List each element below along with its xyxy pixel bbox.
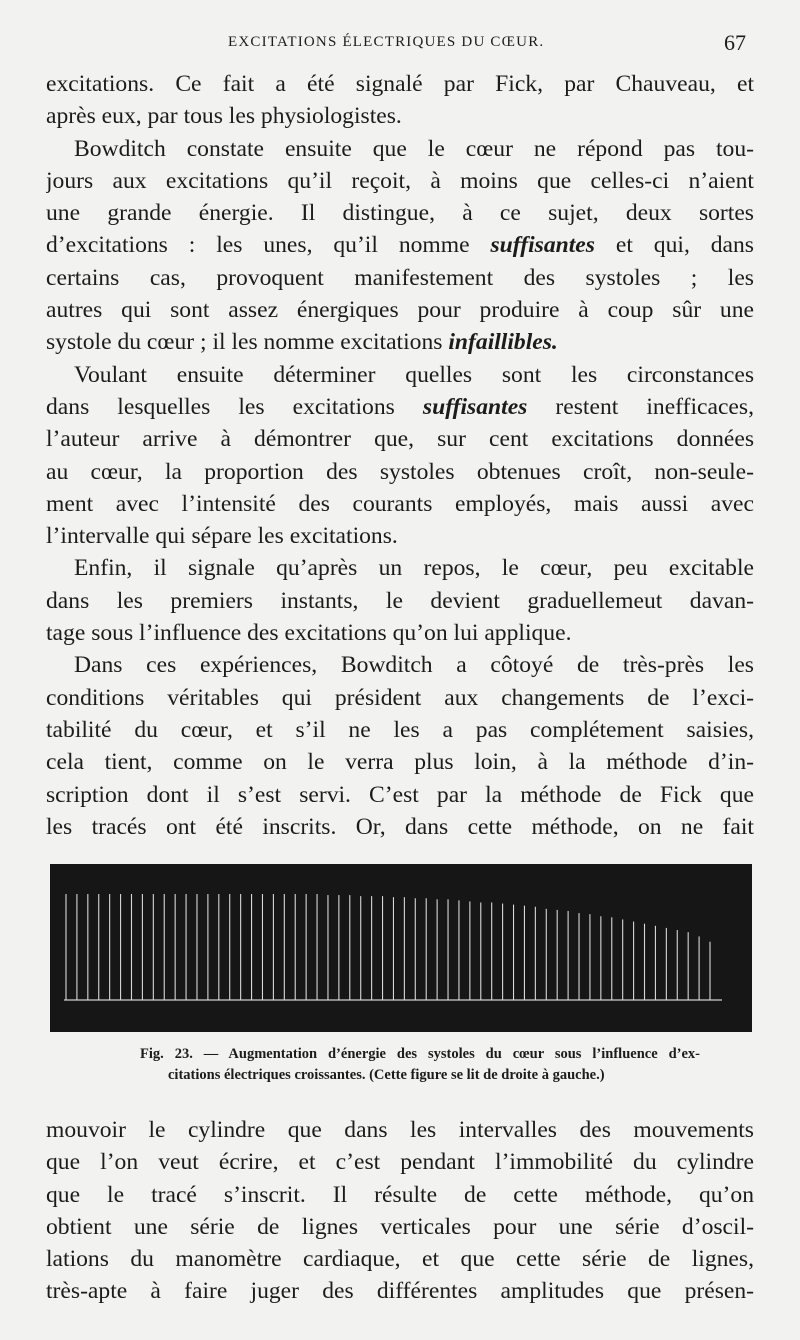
text-line [46,391,754,423]
text-line: Voulant ensuite déterminer quelles sont les circonstances [74,361,754,388]
text-span: et qui, dans [615,232,754,259]
text-line: lations du manomètre cardiaque, et que cette série de lignes, [46,1246,754,1273]
text-line: que le tracé s’inscrit. Il résulte de cette méthode, qu’on [46,1181,754,1208]
text-line: les tracés ont été inscrits. Or, dans cette méthode, on ne fait [46,813,754,840]
text-line: ment avec l’intensité des courants employés, mais aussi avec [46,490,754,517]
text-line: obtient une série de lignes verticales pour une série d’oscil- [46,1213,754,1240]
figure-systole-trace [50,864,752,1032]
text-line: après eux, par tous les physiologistes. [46,103,402,130]
text-span: dans lesquelles les excitations [46,393,395,420]
text-line: au cœur, la proportion des systoles obtenues croît, non-seule- [46,458,754,485]
trace-strokes [66,894,710,1000]
italic-term: infaillibles. [448,329,558,356]
body-text-bottom [46,1114,754,1308]
text-span: restent inefficaces, [555,393,754,420]
text-line: Enfin, il signale qu’après un repos, le cœur, peu excitable [74,555,754,582]
text-line: excitations. Ce fait a été signalé par Fick, par Chauveau, et [46,71,754,97]
text-line: dans les premiers instants, le devient graduellemeut davan- [46,587,754,614]
text-line: tage sous l’influence des excitations qu’on lui applique. [46,620,572,647]
text-line: scription dont il s’est servi. C’est par la méthode de Fick que [46,781,754,808]
text-line: mouvoir le cylindre que dans les intervalles des mouvements [46,1117,754,1143]
text-line: Dans ces expériences, Bowditch a côtoyé de très-près les [74,652,754,679]
italic-term: suffisantes [422,393,528,420]
text-line: une grande énergie. Il distingue, à ce sujet, deux sortes [46,200,754,227]
text-span: d’excitations : les unes, qu’il nomme [46,232,470,259]
text-line: l’auteur arrive à démontrer que, sur cent excitations données [46,426,754,453]
text-line: Bowditch constate ensuite que le cœur ne répond pas tou- [74,135,754,162]
text-line: très-apte à faire juger des différentes amplitudes que présen- [46,1278,754,1305]
running-head [0,30,800,60]
figure-caption [140,1044,700,1086]
text-line: l’intervalle qui sépare les excitations. [46,523,398,550]
text-line: que l’on veut écrire, et c’est pendant l’immobilité du cylindre [46,1149,754,1176]
text-line: tabilité du cœur, et s’il ne les a pas complétement saisies, [46,716,754,743]
text-line: certains cas, provoquent manifestement des systoles ; les [46,264,754,291]
page-number: 67 [724,30,746,55]
text-line: conditions véritables qui président aux changements de l’exci- [46,684,754,711]
caption-line: Fig. 23. — Augmentation d’énergie des systoles du cœur sous l’influence d’ex- [140,1046,700,1062]
text-line: cela tient, comme on le verra plus loin, à la méthode d’in- [46,749,754,776]
body-text-top [46,68,754,843]
systole-trace-plot [50,864,752,1032]
italic-term: suffisantes [490,232,595,259]
caption-line: citations électriques croissantes. (Cette figure se lit de droite à gauche.) [168,1067,605,1083]
running-title: EXCITATIONS ÉLECTRIQUES DU CŒUR. [228,34,545,50]
text-line: jours aux excitations qu’il reçoit, à moins que celles-ci n’aient [46,167,754,194]
text-line: autres qui sont assez énergiques pour produire à coup sûr une [46,297,754,324]
text-line [46,229,754,261]
text-line [46,326,754,358]
text-span: systole du cœur ; il les nomme excitations [46,329,443,356]
